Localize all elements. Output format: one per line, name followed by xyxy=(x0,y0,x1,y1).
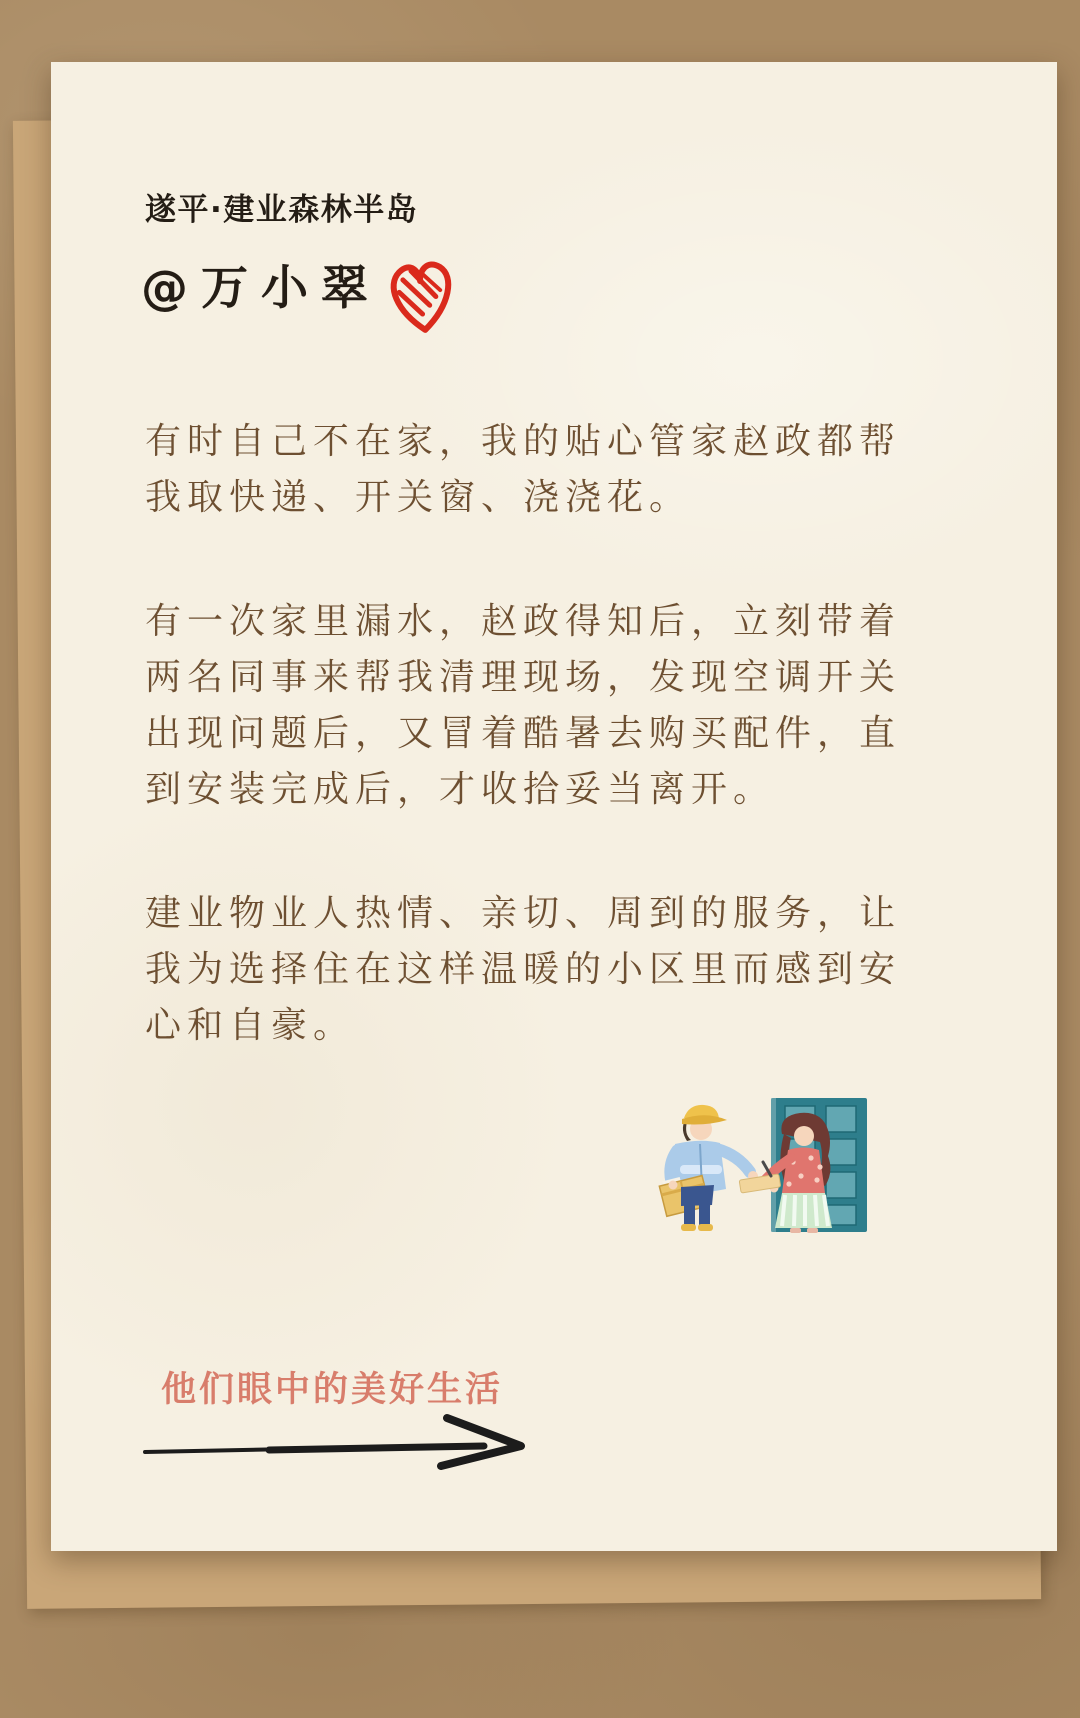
text-line: 我为选择住在这样温暖的小区里而感到安 xyxy=(145,949,902,990)
text-line: 两名同事来帮我清理现场，发现空调开关 xyxy=(145,657,902,698)
paragraph xyxy=(145,414,985,526)
text-line: 我取快递、开关窗、浇浇花。 xyxy=(145,477,692,518)
paragraph xyxy=(145,594,985,818)
heart-icon xyxy=(379,252,466,346)
text-line: 建业物业人热情、亲切、周到的服务，让 xyxy=(145,893,902,934)
project-location-title: 遂平·建业森林半岛 xyxy=(145,192,419,228)
text-line: 有一次家里漏水，赵政得知后，立刻带着 xyxy=(145,601,902,642)
courier-man xyxy=(658,1105,758,1231)
text-line: 有时自己不在家，我的贴心管家赵政都帮 xyxy=(145,421,902,462)
author-handle: @万小翠 xyxy=(141,261,381,316)
author-row xyxy=(141,254,461,342)
testimonial-body xyxy=(145,414,985,1122)
text-line: 出现问题后，又冒着酷暑去购买配件，直 xyxy=(145,713,902,754)
delivery-illustration xyxy=(614,1092,876,1238)
text-line: 到安装完成后，才收拾妥当离开。 xyxy=(145,769,776,810)
testimonial-card xyxy=(51,62,1057,1551)
paragraph xyxy=(145,886,985,1054)
text-line: 心和自豪。 xyxy=(145,1005,356,1046)
arrow-right-icon xyxy=(139,1408,541,1470)
footer-caption: 他们眼中的美好生活 xyxy=(161,1370,504,1410)
